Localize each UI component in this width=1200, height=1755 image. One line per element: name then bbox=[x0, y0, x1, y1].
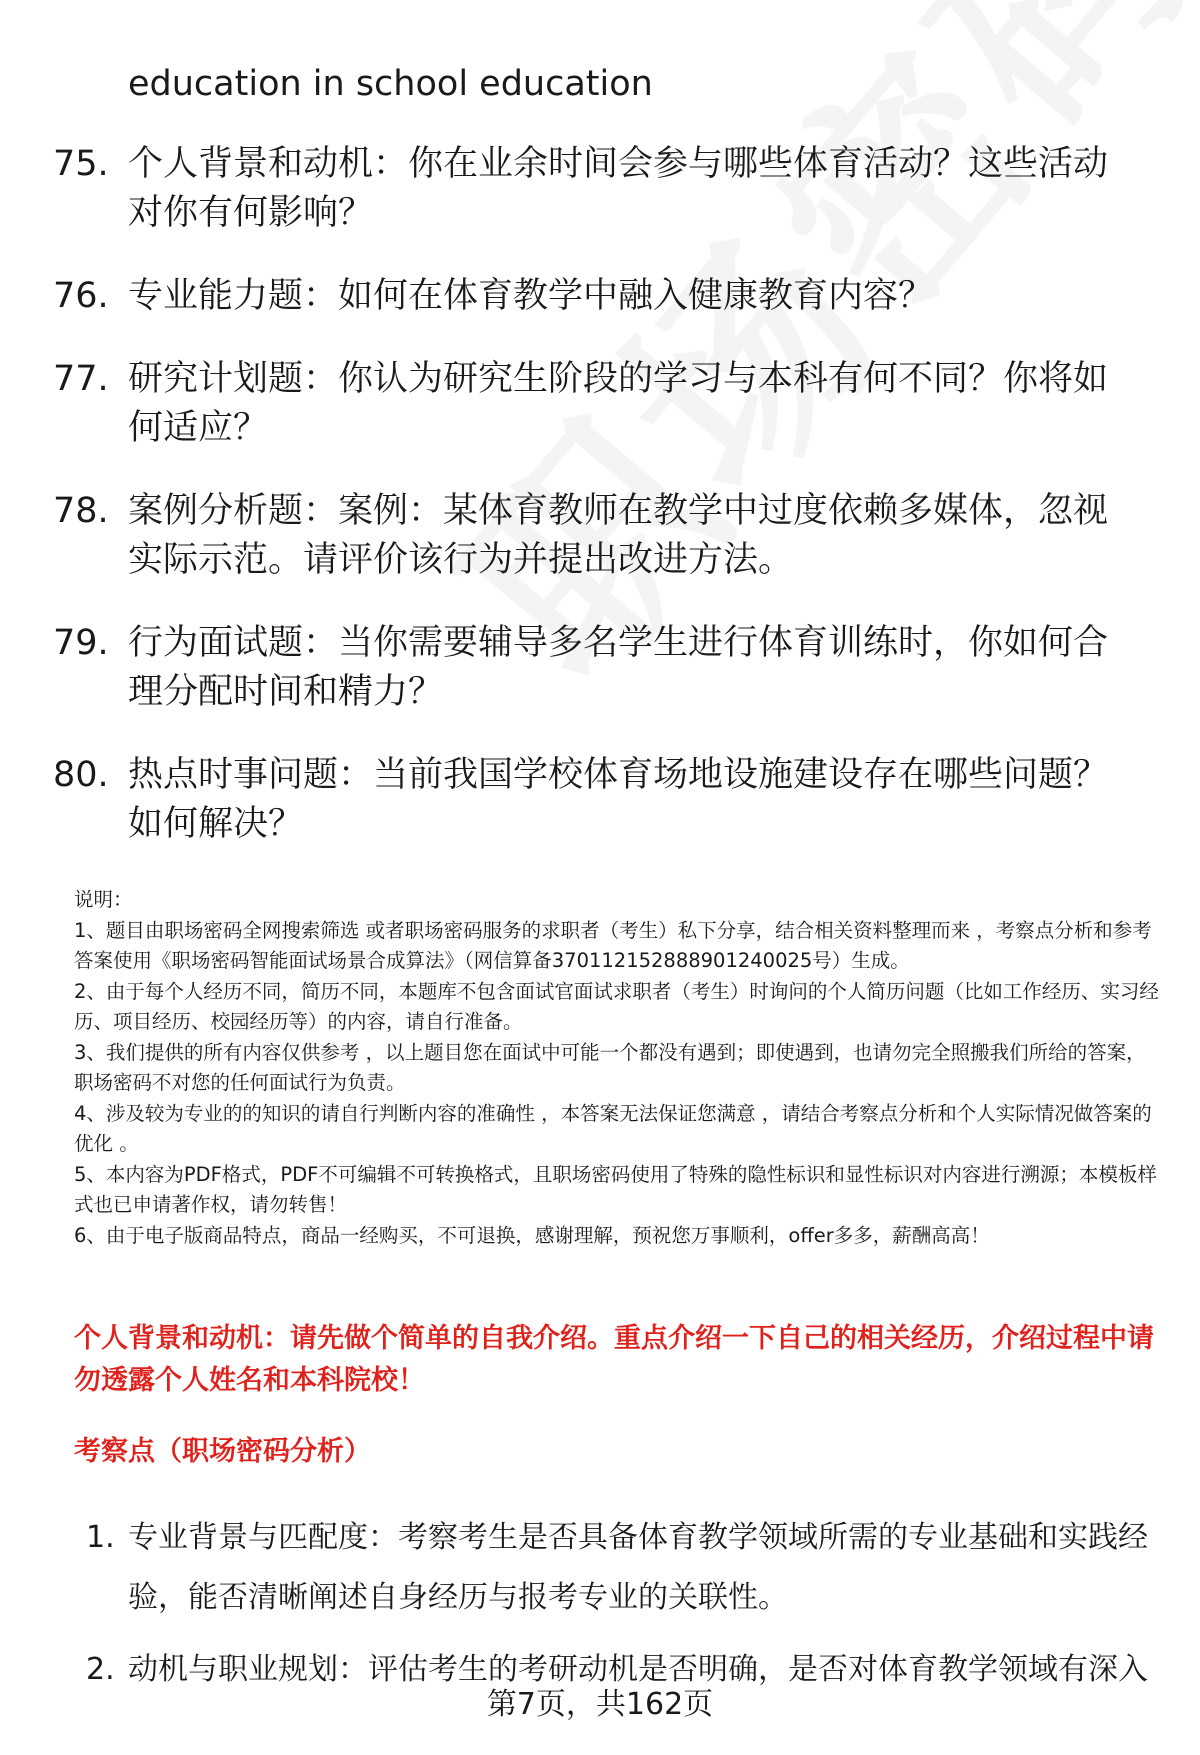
note-item: 5、本内容为PDF格式，PDF不可编辑不可转换格式，且职场密码使用了特殊的隐性标识和显性标识对内容进行溯源；本模板样式也已申请著作权，请勿转售！ bbox=[74, 1162, 1157, 1216]
question-text: 个人背景和动机：你在业余时间会参与哪些体育活动？这些活动对你有何影响？ bbox=[128, 144, 1109, 233]
question-text: 行为面试题：当你需要辅导多名学生进行体育训练时，你如何合理分配时间和精力？ bbox=[128, 623, 1109, 712]
continuation-text: education in school education bbox=[128, 64, 653, 104]
question-number: 77. bbox=[53, 359, 109, 399]
page-footer: 第7页，共162页 bbox=[486, 1687, 714, 1722]
analysis-text: 动机与职业规划：评估考生的考研动机是否明确，是否对体育教学领域有深入 bbox=[128, 1652, 1148, 1687]
question-list bbox=[0, 140, 1200, 883]
note-item: 3、我们提供的所有内容仅供参考 ，以上题目您在面试中可能一个都没有遇到；即使遇到，也请勿完全照搬我们所给的答案，职场密码不对您的任何面试行为负责。 bbox=[74, 1040, 1146, 1094]
question-number: 76. bbox=[53, 276, 109, 316]
note-heading: 说明： bbox=[74, 888, 133, 911]
analysis-heading: 考察点（职场密码分析） bbox=[74, 1436, 371, 1467]
question-text: 热点时事问题：当前我国学校体育场地设施建设存在哪些问题？如何解决？ bbox=[128, 755, 1109, 844]
question-number: 75. bbox=[53, 144, 109, 184]
question-item bbox=[0, 751, 1200, 849]
question-text: 案例分析题：案例：某体育教师在教学中过度依赖多媒体，忽视实际示范。请评价该行为并提出改进方法。 bbox=[128, 491, 1109, 580]
question-item bbox=[0, 355, 1200, 453]
question-heading: 个人背景和动机：请先做个简单的自我介绍。重点介绍一下自己的相关经历，介绍过程中请勿透露个人姓名和本科院校！ bbox=[74, 1323, 1154, 1396]
question-number: 80. bbox=[53, 755, 109, 795]
question-item bbox=[0, 619, 1200, 717]
question-item bbox=[0, 272, 1200, 321]
question-number: 78. bbox=[53, 491, 109, 531]
note-item: 2、由于每个人经历不同，简历不同，本题库不包含面试官面试求职者（考生）时询问的个人简历问题（比如工作经历、实习经历、项目经历、校园经历等）的内容，请自行准备。 bbox=[74, 979, 1159, 1033]
question-item bbox=[0, 487, 1200, 585]
note-item: 1、题目由职场密码全网搜索筛选 或者职场密码服务的求职者（考生）私下分享，结合相关资料整理而来 ，考察点分析和参考答案使用《职场密码智能面试场景合成算法》（网信算备370112152888901240025号）生成。 bbox=[74, 918, 1152, 972]
disclaimer-note bbox=[74, 885, 1164, 1251]
analysis-number: 2. bbox=[86, 1652, 115, 1687]
question-text: 研究计划题：你认为研究生阶段的学习与本科有何不同？你将如何适应？ bbox=[128, 359, 1109, 448]
analysis-text: 专业背景与匹配度：考察考生是否具备体育教学领域所需的专业基础和实践经验，能否清晰阐述自身经历与报考专业的关联性。 bbox=[128, 1520, 1148, 1615]
question-text: 专业能力题：如何在体育教学中融入健康教育内容？ bbox=[128, 276, 934, 316]
analysis-number: 1. bbox=[86, 1520, 115, 1555]
note-item: 6、由于电子版商品特点，商品一经购买，不可退换，感谢理解，预祝您万事顺利，offer多多，薪酬高高！ bbox=[74, 1223, 990, 1247]
analysis-item bbox=[0, 1508, 1200, 1628]
question-number: 79. bbox=[53, 623, 109, 663]
note-item: 4、涉及较为专业的的知识的请自行判断内容的准确性 ，本答案无法保证您满意 ，请结合考察点分析和个人实际情况做答案的优化 。 bbox=[74, 1101, 1152, 1155]
question-item bbox=[0, 140, 1200, 238]
